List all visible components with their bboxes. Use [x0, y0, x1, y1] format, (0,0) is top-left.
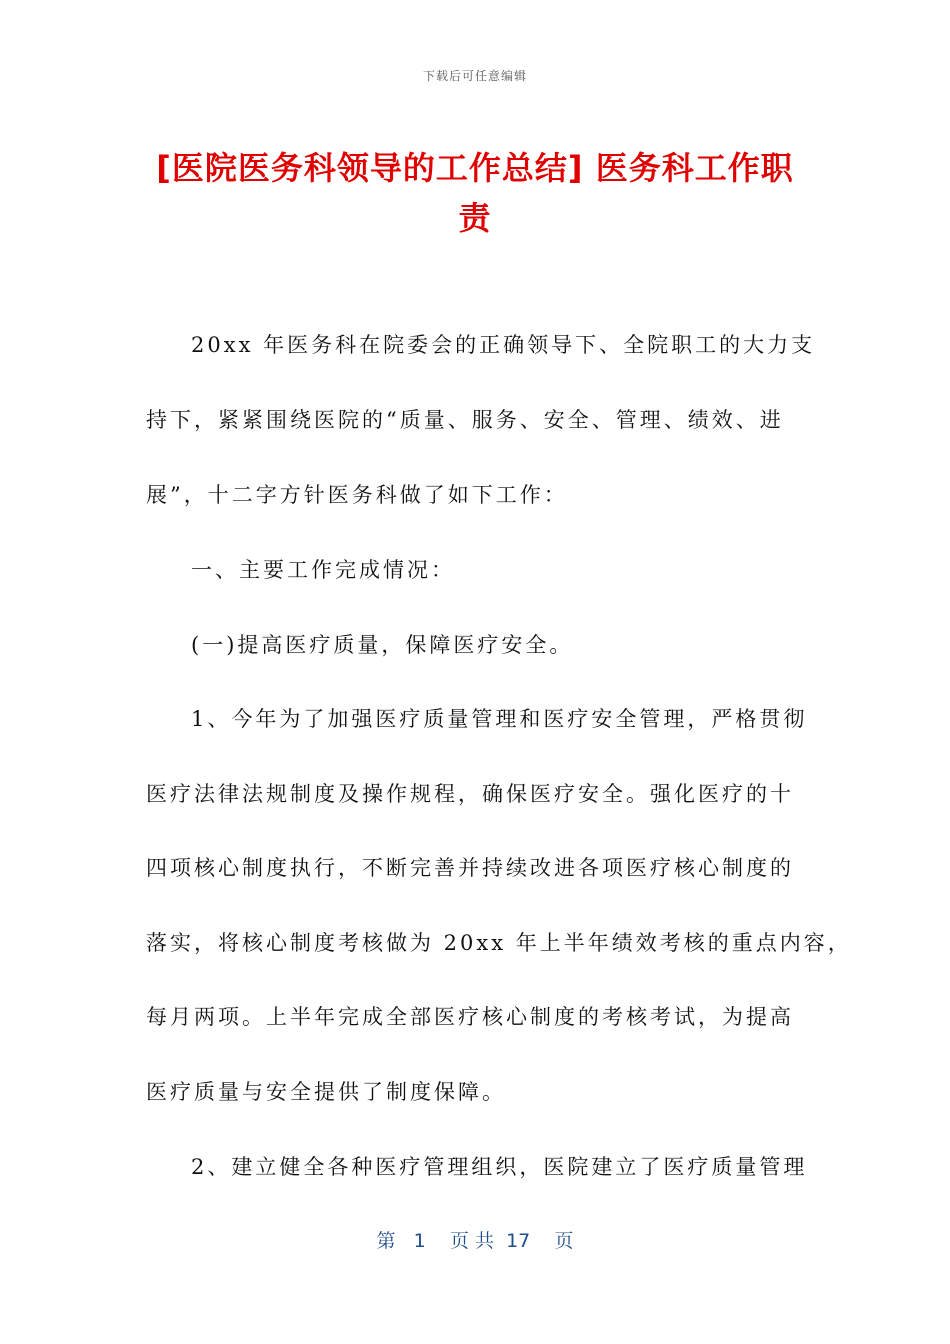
footer-prefix: 第 — [376, 1230, 396, 1252]
subsection-heading: (一)提高医疗质量，保障医疗安全。 — [191, 633, 574, 657]
title-line-2: 责 — [458, 199, 492, 237]
footer-total-pages: 17 — [506, 1230, 531, 1252]
paragraph-line: 落实，将核心制度考核做为 20xx 年上半年绩效考核的重点内容， — [146, 931, 852, 955]
paragraph-line: 展”，十二字方针医务科做了如下工作： — [146, 483, 568, 507]
document-title — [140, 143, 810, 243]
paragraph-line: 医疗质量与安全提供了制度保障。 — [146, 1080, 506, 1104]
footer-middle: 页 共 — [449, 1230, 494, 1252]
header-note: 下载后可任意编辑 — [422, 69, 527, 83]
paragraph-line: 20xx 年医务科在院委会的正确领导下、全院职工的大力支 — [191, 333, 816, 357]
title-line-1: [医院医务科领导的工作总结] 医务科工作职 — [156, 149, 794, 187]
page-footer — [0, 1226, 950, 1253]
footer-suffix: 页 — [554, 1230, 574, 1252]
paragraph-line: 持下，紧紧围绕医院的“质量、服务、安全、管理、绩效、进 — [146, 408, 784, 432]
paragraph-line: 医疗法律法规制度及操作规程，确保医疗安全。强化医疗的十 — [146, 782, 794, 806]
paragraph-line: 1、今年为了加强医疗质量管理和医疗安全管理，严格贯彻 — [191, 707, 808, 731]
paragraph-line: 四项核心制度执行，不断完善并持续改进各项医疗核心制度的 — [146, 856, 794, 880]
section-heading: 一、主要工作完成情况： — [191, 558, 455, 582]
paragraph-line: 每月两项。上半年完成全部医疗核心制度的考核考试，为提高 — [146, 1005, 794, 1029]
footer-current-page: 1 — [413, 1230, 426, 1252]
paragraph-line: 2、建立健全各种医疗管理组织，医院建立了医疗质量管理 — [191, 1155, 808, 1179]
